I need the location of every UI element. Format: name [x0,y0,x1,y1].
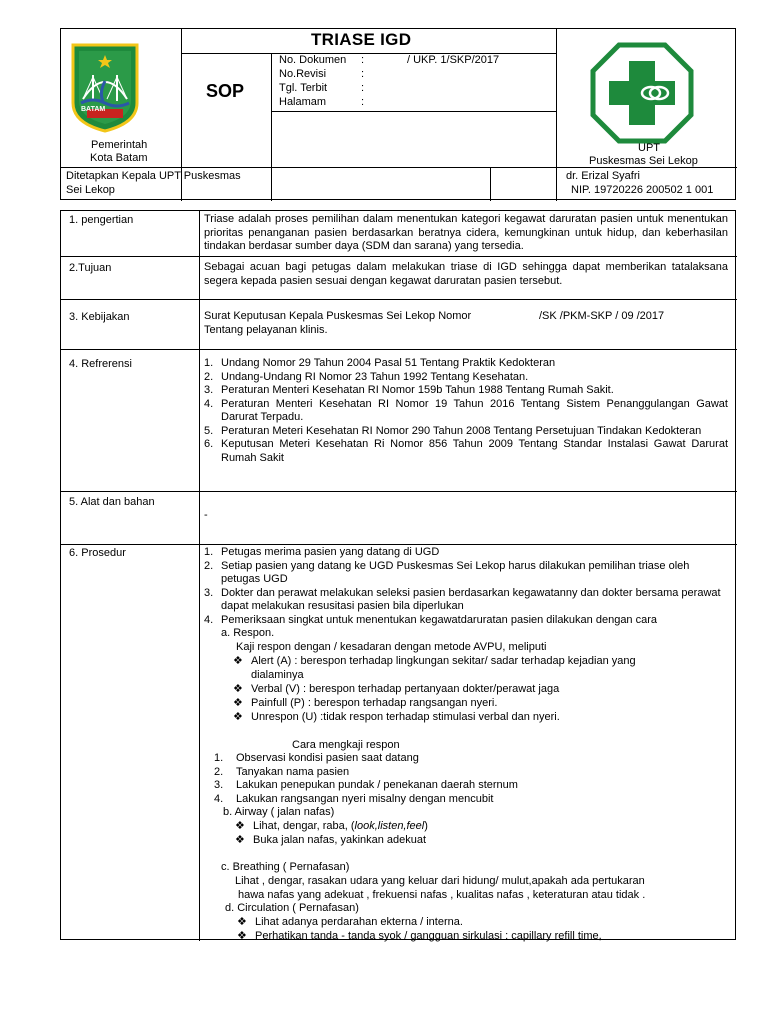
airway-item: ❖ Lihat, dengar, raba, (look,listen,feel) [235,820,428,832]
left-org-line1: Pemerintah [91,139,148,151]
list-item: 1. Undang Nomor 29 Tahun 2004 Pasal 51 Tentang Praktik Kedokteran [204,357,556,369]
field-label-no-revisi: No.Revisi [279,68,327,80]
header-divider [181,53,556,54]
section-label-pengertian: 1. pengertian [69,214,134,226]
sop-label: SOP [206,81,245,101]
header-divider [271,53,272,167]
diamond-bullet-icon: ❖ [233,655,243,667]
set-by-line1: Ditetapkan Kepala UPT Puskesmas [66,170,241,182]
row-divider [61,491,737,492]
field-sep: : [361,96,365,108]
right-org-line2: Puskesmas Sei Lekop [589,155,698,167]
list-item: 2. Tanyakan nama pasien [214,765,350,778]
procedure-table [60,210,736,940]
list-item: 4. Pemeriksaan singkat untuk menentukan kegawatdaruratan pasien dilakukan dengan cara [204,613,658,626]
document-title: TRIASE IGD [311,30,412,49]
diamond-bullet-icon: ❖ [235,834,245,846]
list-item: 3. Peraturan Menteri Kesehatan RI Nomor 159b Tahun 1988 Tentang Rumah Sakit. [204,384,614,396]
list-item: 3. Dokter dan perawat melakukan seleksi pasien berdasarkan kegawatanny dan dokter bersama perawat dapat melakukan resusitasi pasien bila diperlukan [204,586,721,612]
header-divider [271,167,272,201]
set-by-line2: Sei Lekop [66,184,115,196]
diamond-bullet-icon: ❖ [235,820,245,832]
circulation-item: ❖ Lihat adanya perdarahan ekterna / interna. [237,916,463,928]
airway-item: ❖ Buka jalan nafas, yakinkan adekuat [235,834,427,846]
section-label-tujuan: 2.Tujuan [69,262,112,274]
diamond-bullet-icon: ❖ [233,711,243,723]
signer-nip: NIP. 19720226 200502 1 001 [571,184,714,196]
field-label-halaman: Halamam [279,96,327,108]
procedure-steps [204,546,728,627]
list-item: 2. Setiap pasien yang datang ke UGD Puskesmas Sei Lekop harus dilakukan pemilihan triase oleh petugas UGD [204,559,690,585]
list-item: 3. Lakukan penepukan pundak / penekanan daerah sternum [214,779,518,791]
cara-heading: Cara mengkaji respon [292,739,400,751]
cara-list [214,752,714,806]
field-sep: : [361,54,365,66]
left-org-line2: Kota Batam [90,152,148,164]
row-divider [61,544,737,545]
list-item: 1. Petugas merima pasien yang datang di UGD [204,546,440,558]
row-divider [61,299,737,300]
circulation-item: ❖ Perhatikan tanda - tanda syok / gangguan sirkulasi : capillary refill time, [237,930,602,942]
avpu-item: ❖ Unrespon (U) :tidak respon terhadap stimulasi verbal dan nyeri. [233,711,560,723]
field-label-tgl-terbit: Tgl. Terbit [279,82,328,94]
avpu-item-continued: dialaminya [251,669,304,681]
reference-list [204,357,728,465]
list-item: 1. Observasi kondisi pasien saat datang [214,752,419,764]
sub-heading-airway: b. Airway ( jalan nafas) [223,806,335,818]
sub-heading-respon: a. Respon. [221,627,275,639]
section-label-kebijakan: 3. Kebijakan [69,311,130,323]
puskesmas-logo [589,41,695,145]
breathing-text-line1: Lihat , dengar, rasakan udara yang keluar dari hidung/ mulut,apakah ada pertukaran [235,875,645,887]
field-sep: : [361,82,365,94]
section-text-kebijakan-number: /SK /PKM-SKP / 09 /2017 [539,310,665,322]
signer-name: dr. Erizal Syafri [566,170,640,182]
list-item: 2. Undang-Undang RI Nomor 23 Tahun 1992 Tentang Kesehatan. [204,370,529,383]
header-divider [556,29,557,201]
list-item: 5. Peraturan Meteri Kesehatan RI Nomor 290 Tahun 2008 Tentang Persetujuan Tindakan Kedokteran [204,424,702,437]
list-item: 4. Lakukan rangsangan nyeri misalny dengan mencubit [214,792,494,805]
section-text-alat: - [204,509,208,521]
diamond-bullet-icon: ❖ [233,697,243,709]
header-divider [271,111,556,112]
document-header [60,28,736,200]
row-divider [61,349,737,350]
sub-heading-circulation: d. Circulation ( Pernafasan) [225,902,359,914]
avpu-item: ❖ Alert (A) : berespon terhadap lingkungan sekitar/ sadar terhadap kejadian yang [233,655,636,667]
section-text-kebijakan-line1: Surat Keputusan Kepala Puskesmas Sei Lekop Nomor [204,310,472,322]
avpu-item: ❖ Verbal (V) : berespon terhadap pertanyaan dokter/perawat jaga [233,683,560,695]
list-item: 4. Peraturan Menteri Kesehatan RI Nomor 19 Tahun 2016 Tentang Sistem Penanggulangan Gawat Darurat Terpadu. [204,397,728,423]
section-label-referensi: 4. Refrerensi [69,358,132,370]
column-divider [199,211,200,941]
section-text-pengertian: Triase adalah proses pemilihan dalam menentukan kategori kegawat daruratan pasien untuk menentukan prioritas penanganan pasien berdasarkan beratnya cidera, kemungkinan untuk hidup, dan keberhasilan tindakan berdasar sumber daya (SDM dan sarana) yang tersedia. [204,213,728,252]
header-divider [490,167,491,201]
diamond-bullet-icon: ❖ [233,683,243,695]
respon-intro: Kaji respon dengan / kesadaran dengan metode AVPU, meliputi [236,641,547,653]
row-divider [61,256,737,257]
diamond-bullet-icon: ❖ [237,930,247,942]
section-label-alat: 5. Alat dan bahan [69,496,155,508]
section-text-kebijakan-line2: Tentang pelayanan klinis. [204,324,328,336]
section-label-prosedur: 6. Prosedur [69,547,126,559]
field-value-no-dokumen: / UKP. 1/SKP/2017 [407,54,500,66]
diamond-bullet-icon: ❖ [237,916,247,928]
section-text-tujuan: Sebagai acuan bagi petugas dalam melakukan triase di IGD sehingga dapat memberikan tatalaksana segera kepada pasien sesuai dengan kegawat daruratan pasien tersebut. [204,261,728,287]
batam-emblem-logo [69,41,141,133]
list-item: 6. Keputusan Meteri Kesehatan Ri Nomor 856 Tahun 2009 Tentang Standar Instalasi Gawat Darurat Rumah Sakit [204,438,728,464]
right-org-line1: UPT [638,142,660,154]
field-label-no-dokumen: No. Dokumen [279,54,347,66]
sub-heading-breathing: c. Breathing ( Pernafasan) [221,861,350,873]
field-sep: : [361,68,365,80]
logo-caption: BATAM [81,106,106,113]
avpu-item: ❖ Painfull (P) : berespon terhadap rangsangan nyeri. [233,697,498,709]
breathing-text-line2: hawa nafas yang adekuat , frekuensi nafas , kualitas nafas , keteraturan atau tidak . [238,889,646,901]
